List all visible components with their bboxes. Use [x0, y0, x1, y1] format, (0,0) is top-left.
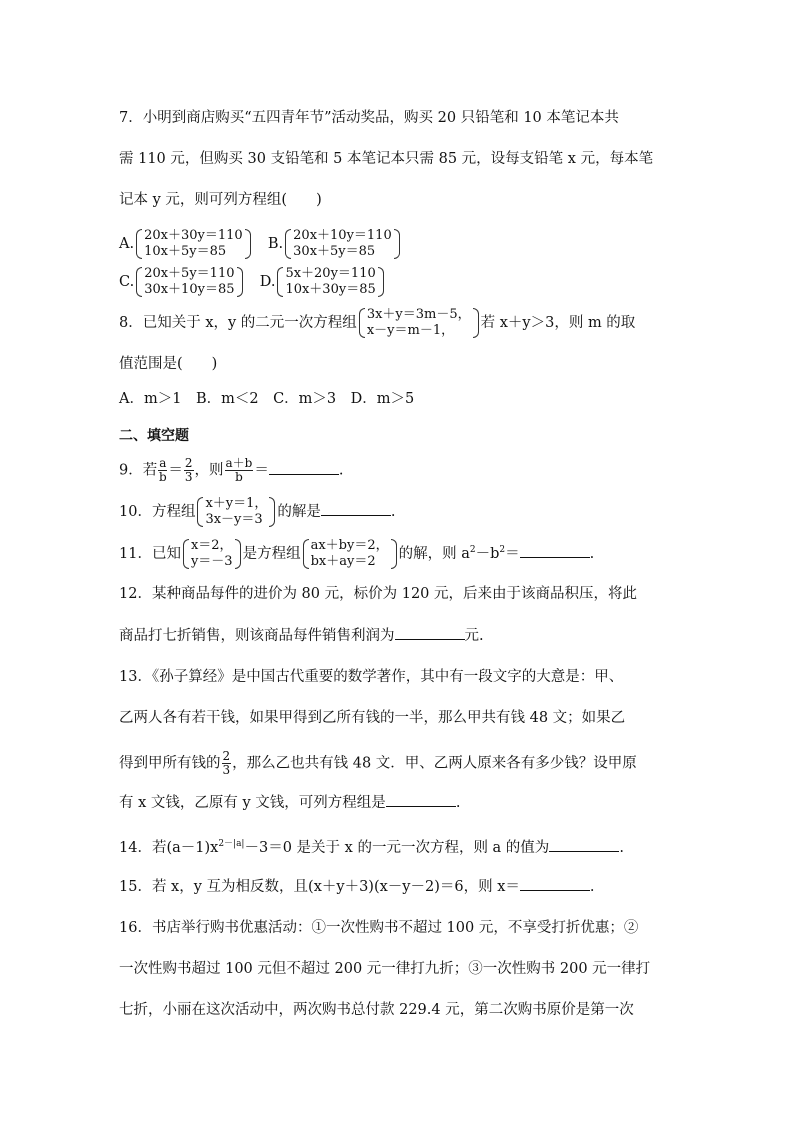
- equation-system: 20x＋30y＝110 10x＋5y＝85: [135, 228, 252, 260]
- fraction: $\frac{2}{3}$: [222, 749, 231, 777]
- q8-line-2: 值范围是( ): [119, 356, 218, 372]
- equation-system: 20x＋5y＝110 30x＋10y＝85: [135, 266, 243, 298]
- answer-blank[interactable]: [520, 543, 590, 558]
- answer-blank[interactable]: [520, 876, 590, 891]
- q7-option-d[interactable]: D. 5x＋20y＝110 10x＋30y＝85: [260, 274, 386, 290]
- q9: 9．若 $\frac{a}{b}$ ＝ $\frac{2}{3}$ ，则 $\frac{a+b}{b}$ ＝ .: [119, 456, 344, 484]
- q8-line-1: 8．已知关于 x，y 的二元一次方程组 3x＋y＝3m－5， x－y＝m－1， 若 x＋y＞3，则 m 的取: [119, 307, 636, 338]
- q7-line-1: 7．小明到商店购买“五四青年节”活动奖品，购买 20 只铅笔和 10 本笔记本共: [119, 110, 619, 126]
- equation-system: 20x＋10y＝110 30x＋5y＝85: [284, 228, 401, 260]
- q12-line-2: 商品打七折销售，则该商品每件销售利润为 元.: [119, 625, 484, 646]
- q7-line-3: 记本 y 元，则可列方程组( ): [119, 192, 322, 208]
- answer-blank[interactable]: [321, 501, 391, 516]
- q7-options-row-2: [119, 266, 386, 298]
- q7-line-2: 需 110 元，但购买 30 支铅笔和 5 本笔记本只需 85 元，设每支铅笔 x 元，每本笔: [119, 151, 654, 167]
- q11: 11．已知 x＝2， y＝－3 是方程组 ax＋by＝2， bx＋ay＝2 的解，则 $a^2-b^2=$ .: [119, 538, 595, 569]
- q8-options[interactable]: A．m＞1 B．m＜2 C．m＞3 D．m＞5: [119, 391, 415, 407]
- q13-line-3: 得到甲所有钱的 $\frac{2}{3}$ ，那么乙也共有钱 48 文．甲、乙两人原来各有多少钱？设甲原: [119, 749, 637, 777]
- q7-option-b[interactable]: B. 20x＋10y＝110 30x＋5y＝85: [268, 236, 402, 252]
- q7-option-c[interactable]: C. 20x＋5y＝110 30x＋10y＝85: [119, 274, 249, 290]
- fraction: $\frac{2}{3}$: [184, 456, 193, 484]
- equation-system: 5x＋20y＝110 10x＋30y＝85: [276, 266, 384, 298]
- q14: 14．若$(a-1)x^{2-|a|}-3=0$ 是关于 x 的一元一次方程，则 a 的值为 .: [119, 834, 624, 858]
- fraction: $\frac{a}{b}$: [158, 456, 167, 484]
- answer-blank[interactable]: [386, 792, 456, 807]
- q10: 10．方程组 x＋y＝1， 3x－y＝3 的解是 .: [119, 496, 396, 527]
- answer-blank[interactable]: [395, 625, 465, 640]
- q16-line-3: 七折，小丽在这次活动中，两次购书总付款 229.4 元，第二次购书原价是第一次: [119, 1002, 634, 1018]
- q15: 15．若 x，y 互为相反数，且(x＋y＋3)(x－y－2)＝6，则 x＝ .: [119, 876, 594, 897]
- q7-options-row-1: [119, 228, 402, 260]
- q13-line-4: 有 x 文钱，乙原有 y 文钱，可列方程组是 .: [119, 792, 460, 813]
- answer-blank[interactable]: [549, 837, 619, 852]
- q13-line-2: 乙两人各有若干钱，如果甲得到乙所有钱的一半，那么甲共有钱 48 文；如果乙: [119, 710, 626, 726]
- q7-option-a[interactable]: A. 20x＋30y＝110 10x＋5y＝85: [119, 236, 257, 252]
- equation-system: x＋y＝1， 3x－y＝3: [196, 496, 276, 528]
- q16-line-2: 一次性购书超过 100 元但不超过 200 元一律打九折；③一次性购书 200 元一律打: [119, 961, 651, 977]
- q12-line-1: 12．某种商品每件的进价为 80 元，标价为 120 元，后来由于该商品积压，将此: [119, 586, 638, 602]
- equation-system: 3x＋y＝3m－5， x－y＝m－1，: [358, 307, 480, 339]
- fraction: $\frac{a+b}{b}$: [225, 456, 253, 484]
- q13-line-1: 13．《孙子算经》是中国古代重要的数学著作，其中有一段文字的大意是：甲、: [119, 669, 624, 685]
- equation-system: ax＋by＝2， bx＋ay＝2: [302, 538, 398, 570]
- section-heading: 二、填空题: [119, 428, 189, 444]
- solution-system: x＝2， y＝－3: [182, 538, 242, 570]
- answer-blank[interactable]: [269, 460, 339, 475]
- q16-line-1: 16．书店举行购书优惠活动：①一次性购书不超过 100 元，不享受打折优惠；②: [119, 920, 639, 936]
